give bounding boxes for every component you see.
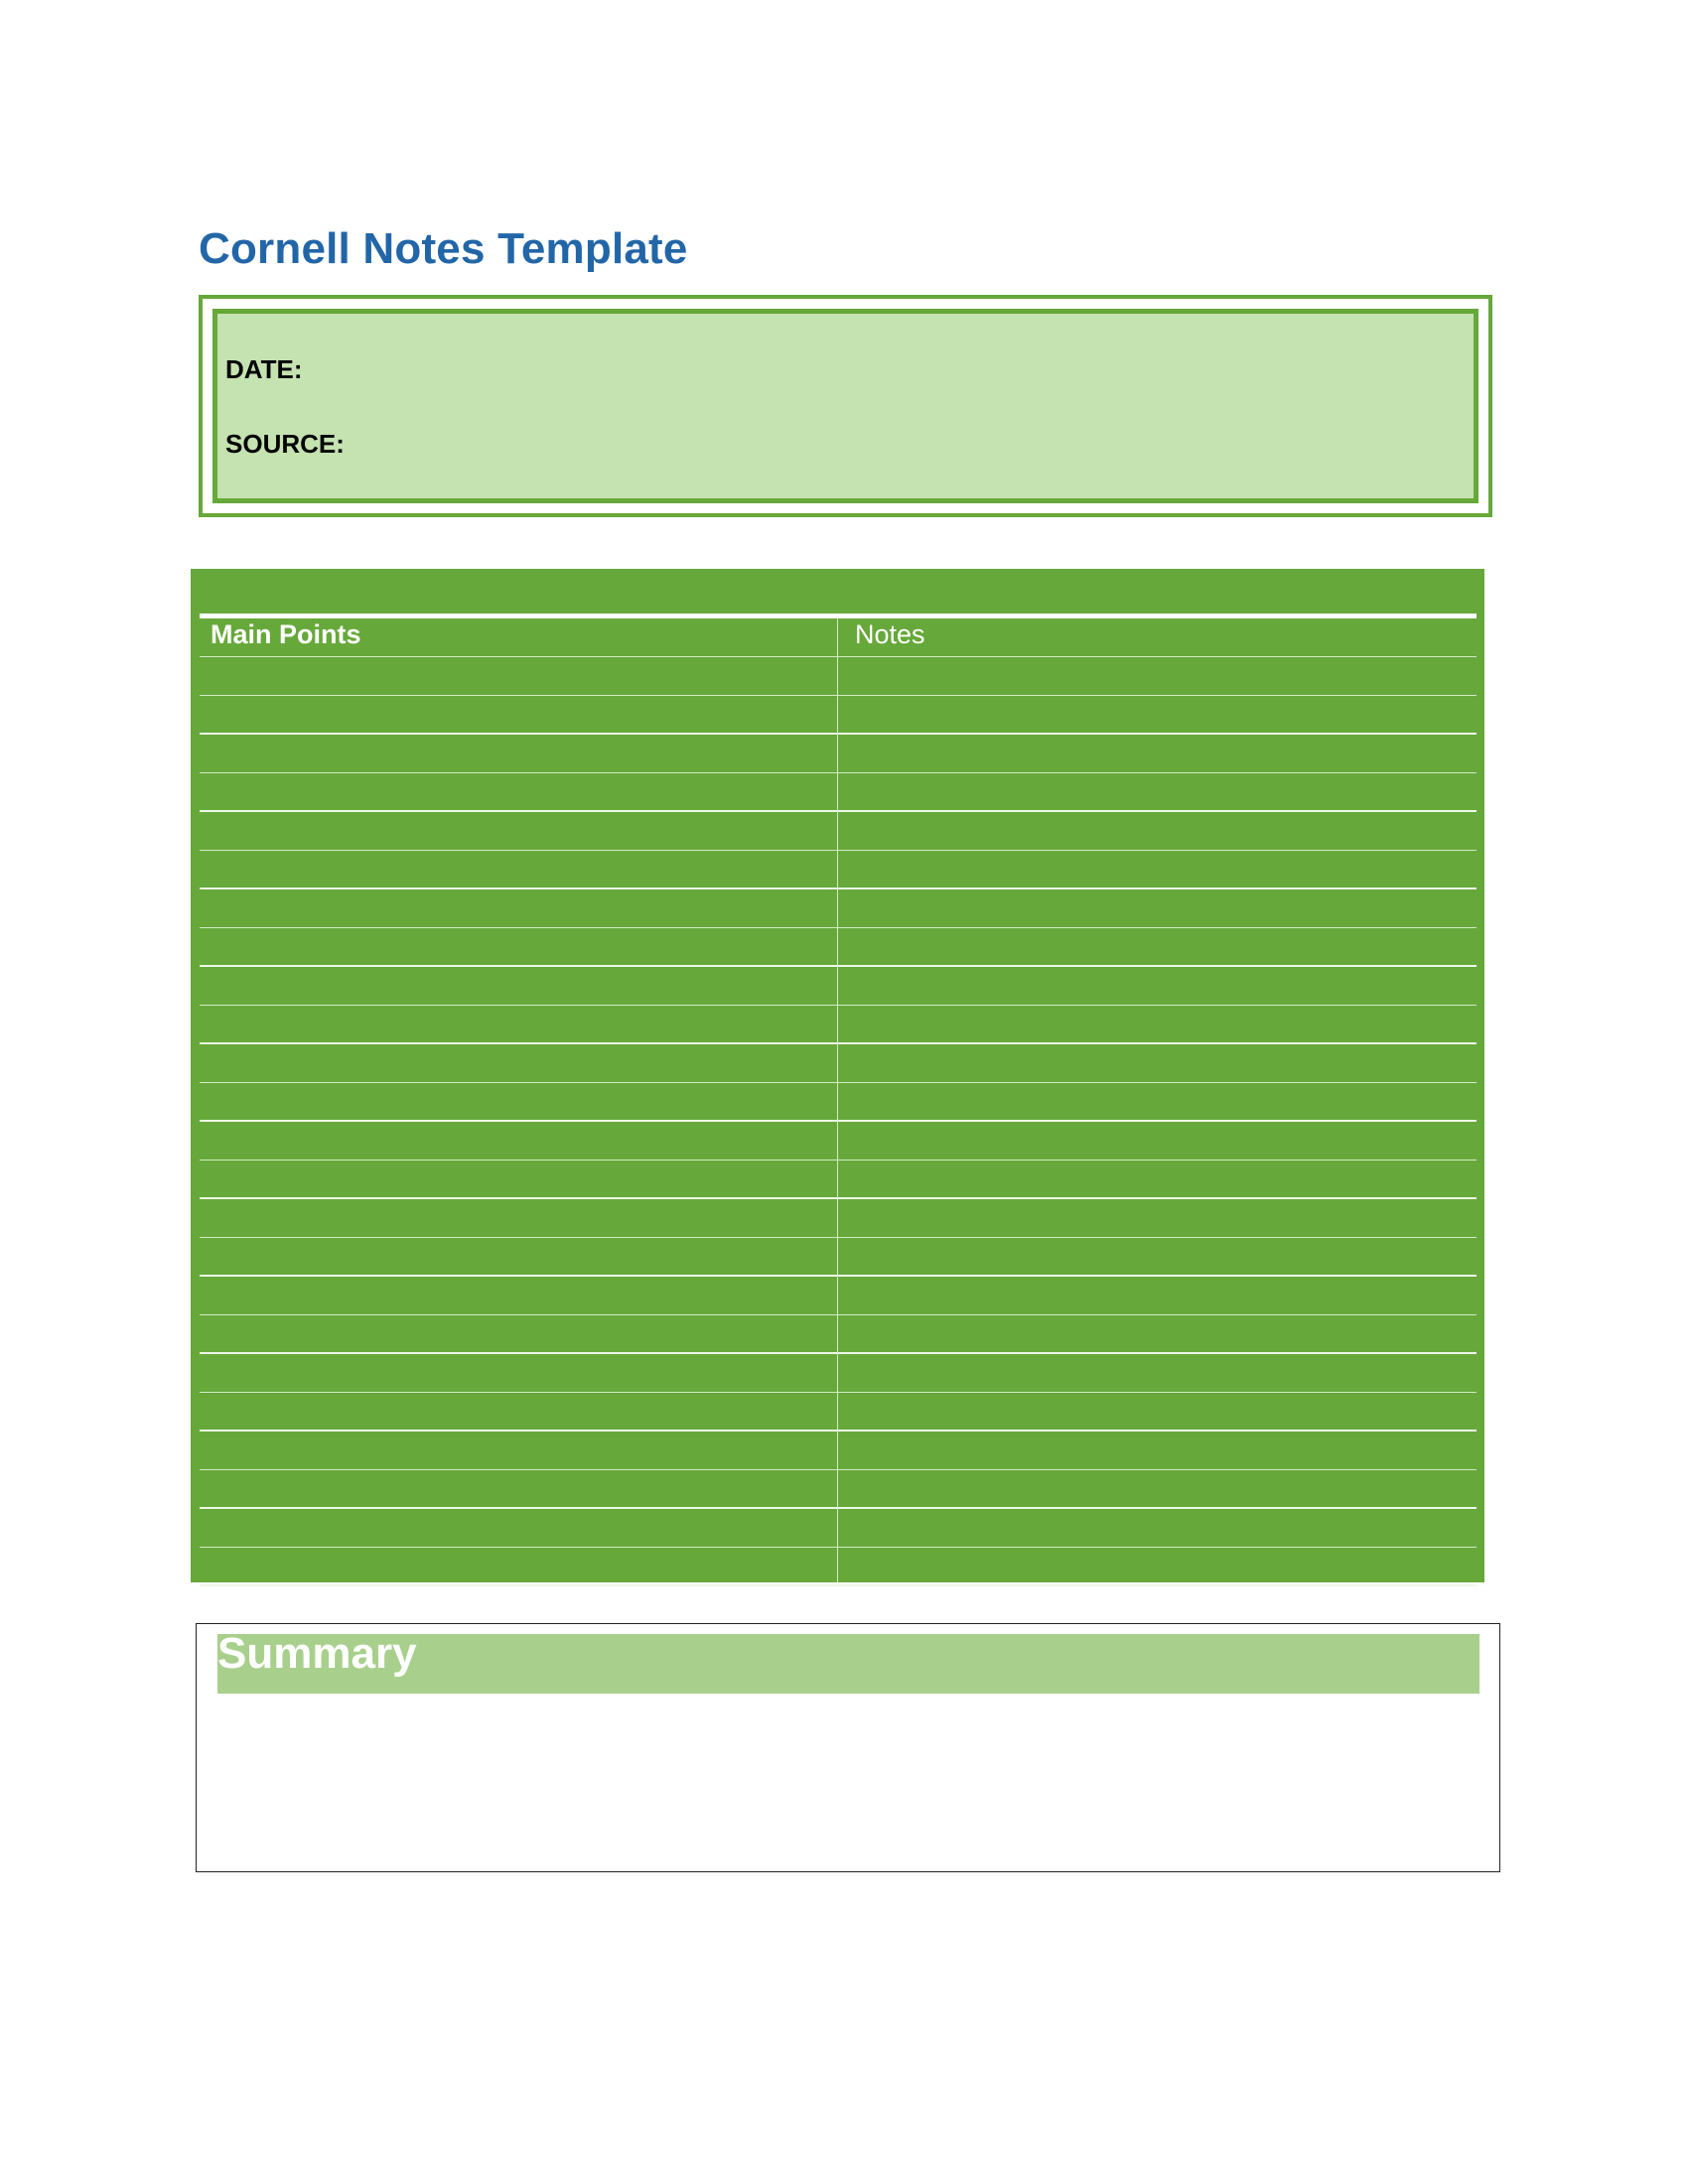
table-row: [200, 1044, 1477, 1083]
table-row: [200, 1354, 1477, 1393]
notes-table-rows: [200, 657, 1477, 1586]
table-row: [200, 928, 1477, 967]
table-row: [200, 1238, 1477, 1277]
table-row: [200, 967, 1477, 1006]
notes-table: [200, 614, 1477, 1582]
notes-column-header: Notes: [855, 619, 925, 649]
notes-panel: [191, 569, 1484, 1582]
table-row: [200, 1470, 1477, 1509]
table-row: [200, 1083, 1477, 1122]
table-row: [200, 773, 1477, 812]
summary-heading-bar: [217, 1629, 1479, 1694]
table-row: [200, 735, 1477, 773]
table-row: [200, 1160, 1477, 1199]
table-row: [200, 696, 1477, 735]
table-row: [200, 1315, 1477, 1354]
table-row: [200, 1122, 1477, 1160]
table-row: [200, 889, 1477, 928]
summary-box: [196, 1623, 1500, 1872]
date-label: DATE:: [225, 354, 303, 384]
info-box: [199, 295, 1492, 517]
table-row: [200, 851, 1477, 889]
column-divider: [837, 618, 838, 1582]
table-row: [200, 1509, 1477, 1548]
table-row: [200, 1006, 1477, 1044]
page-title: Cornell Notes Template: [199, 224, 688, 273]
table-row: [200, 1277, 1477, 1315]
table-row: [200, 1548, 1477, 1586]
table-row: [200, 812, 1477, 851]
main-points-column-header: Main Points: [211, 619, 361, 649]
summary-title: Summary: [217, 1629, 417, 1678]
info-box-inner: [212, 309, 1478, 503]
source-label: SOURCE:: [225, 429, 345, 459]
table-row: [200, 657, 1477, 696]
table-row: [200, 1432, 1477, 1470]
notes-table-header: [200, 618, 1477, 657]
table-row: [200, 1199, 1477, 1238]
table-row: [200, 1393, 1477, 1432]
